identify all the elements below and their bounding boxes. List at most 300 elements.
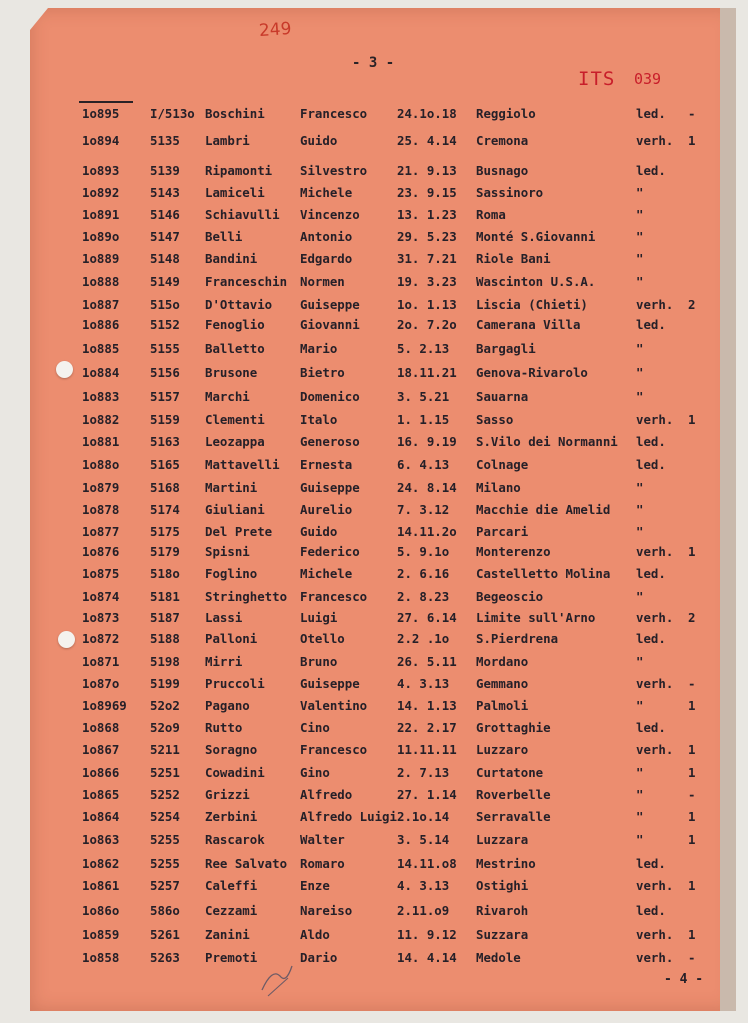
table-row — [0, 765, 748, 785]
record-status: verh. — [636, 927, 674, 942]
record-first-name: Mario — [300, 341, 338, 356]
record-surname: Mirri — [205, 654, 243, 669]
record-status: " — [636, 654, 644, 669]
record-status: verh. — [636, 950, 674, 965]
record-number: 1o885 — [82, 341, 120, 356]
record-birth-date: 27. 1.14 — [397, 787, 457, 802]
record-ref: 5198 — [150, 654, 180, 669]
record-surname: Schiavulli — [205, 207, 280, 222]
record-birth-place: Suzzara — [476, 927, 529, 942]
record-birth-place: Mestrino — [476, 856, 536, 871]
record-status: " — [636, 229, 644, 244]
record-first-name: Alfredo Luigi — [300, 809, 397, 824]
record-birth-place: Palmoli — [476, 698, 529, 713]
record-birth-place: Sasso — [476, 412, 514, 427]
record-ref: 5251 — [150, 765, 180, 780]
record-first-name: Walter — [300, 832, 345, 847]
record-birth-place: Genova-Rivarolo — [476, 365, 588, 380]
record-surname: Lambri — [205, 133, 250, 148]
record-count: 1 — [688, 832, 696, 847]
record-first-name: Guiseppe — [300, 480, 360, 495]
table-row — [0, 698, 748, 718]
page-marker: - 3 - — [352, 55, 395, 71]
record-status: " — [636, 809, 644, 824]
record-surname: Stringhetto — [205, 589, 288, 604]
record-birth-place: Monterenzo — [476, 544, 551, 559]
table-row — [0, 297, 748, 317]
record-status: led. — [636, 856, 666, 871]
record-first-name: Antonio — [300, 229, 353, 244]
record-first-name: Guido — [300, 524, 338, 539]
record-ref: 5165 — [150, 457, 180, 472]
record-number: 1o878 — [82, 502, 120, 517]
table-row — [0, 742, 748, 762]
record-number: 1o888 — [82, 274, 120, 289]
record-first-name: Guiseppe — [300, 676, 360, 691]
record-number: 1o879 — [82, 480, 120, 495]
record-birth-date: 31. 7.21 — [397, 251, 457, 266]
record-birth-date: 2.1o.14 — [397, 809, 450, 824]
record-surname: Lamiceli — [205, 185, 265, 200]
pencil-mark — [258, 958, 296, 998]
record-birth-date: 1o. 1.13 — [397, 297, 457, 312]
record-birth-place: Cremona — [476, 133, 529, 148]
record-surname: Caleffi — [205, 878, 258, 893]
record-surname: Ripamonti — [205, 163, 273, 178]
record-birth-place: Luzzara — [476, 832, 529, 847]
record-birth-place: Macchie die Amelid — [476, 502, 611, 517]
record-number: 1o86o — [82, 903, 120, 918]
record-surname: Martini — [205, 480, 258, 495]
table-row — [0, 903, 748, 923]
record-count: 1 — [688, 698, 696, 713]
record-first-name: Francesco — [300, 106, 368, 121]
record-count: - — [688, 787, 696, 802]
record-number: 1o886 — [82, 317, 120, 332]
record-ref: 5199 — [150, 676, 180, 691]
record-birth-date: 2. 7.13 — [397, 765, 450, 780]
record-birth-place: Monté S.Giovanni — [476, 229, 596, 244]
record-first-name: Dario — [300, 950, 338, 965]
table-row — [0, 809, 748, 829]
record-surname: Brusone — [205, 365, 258, 380]
record-birth-date: 23. 9.15 — [397, 185, 457, 200]
record-birth-place: Riole Bani — [476, 251, 551, 266]
record-surname: Clementi — [205, 412, 265, 427]
record-first-name: Francesco — [300, 742, 368, 757]
record-first-name: Ernesta — [300, 457, 353, 472]
record-ref: 5155 — [150, 341, 180, 356]
record-birth-date: 29. 5.23 — [397, 229, 457, 244]
record-count: 1 — [688, 412, 696, 427]
record-birth-place: Sauarna — [476, 389, 529, 404]
record-birth-date: 5. 9.1o — [397, 544, 450, 559]
record-surname: Lassi — [205, 610, 243, 625]
record-first-name: Otello — [300, 631, 345, 646]
record-number: 1o865 — [82, 787, 120, 802]
record-birth-place: Colnage — [476, 457, 529, 472]
record-count: 1 — [688, 809, 696, 824]
record-birth-place: Roverbelle — [476, 787, 551, 802]
record-birth-place: Liscia (Chieti) — [476, 297, 588, 312]
record-ref: 5135 — [150, 133, 180, 148]
table-row — [0, 654, 748, 674]
record-birth-place: Rivaroh — [476, 903, 529, 918]
record-number: 1o883 — [82, 389, 120, 404]
record-first-name: Generoso — [300, 434, 360, 449]
record-ref: 5174 — [150, 502, 180, 517]
record-birth-date: 26. 5.11 — [397, 654, 457, 669]
record-birth-date: 22. 2.17 — [397, 720, 457, 735]
record-surname: Premoti — [205, 950, 258, 965]
record-count: 1 — [688, 544, 696, 559]
record-birth-date: 7. 3.12 — [397, 502, 450, 517]
record-first-name: Bietro — [300, 365, 345, 380]
record-count: 1 — [688, 133, 696, 148]
record-status: verh. — [636, 133, 674, 148]
record-birth-place: Limite sull'Arno — [476, 610, 596, 625]
table-row — [0, 434, 748, 454]
record-ref: 5179 — [150, 544, 180, 559]
record-surname: Del Prete — [205, 524, 273, 539]
table-row — [0, 412, 748, 432]
record-status: " — [636, 274, 644, 289]
record-number: 1o884 — [82, 365, 120, 380]
record-number: 1o858 — [82, 950, 120, 965]
table-row — [0, 341, 748, 361]
record-birth-place: Castelletto Molina — [476, 566, 611, 581]
record-surname: Bandini — [205, 251, 258, 266]
record-first-name: Romaro — [300, 856, 345, 871]
record-status: led. — [636, 903, 666, 918]
record-birth-place: Parcari — [476, 524, 529, 539]
record-birth-date: 11.11.11 — [397, 742, 457, 757]
table-row — [0, 631, 748, 651]
record-ref: 5156 — [150, 365, 180, 380]
record-birth-date: 11. 9.12 — [397, 927, 457, 942]
record-surname: D'Ottavio — [205, 297, 273, 312]
record-status: verh. — [636, 412, 674, 427]
record-birth-date: 14.11.2o — [397, 524, 457, 539]
record-number: 1o859 — [82, 927, 120, 942]
record-surname: Franceschin — [205, 274, 288, 289]
record-number: 1o864 — [82, 809, 120, 824]
record-birth-place: Curtatone — [476, 765, 544, 780]
record-birth-place: Serravalle — [476, 809, 551, 824]
record-count: - — [688, 676, 696, 691]
record-ref: 5159 — [150, 412, 180, 427]
record-count: 1 — [688, 878, 696, 893]
table-row — [0, 207, 748, 227]
record-birth-place: Ostighi — [476, 878, 529, 893]
record-birth-place: Medole — [476, 950, 521, 965]
record-ref: 5255 — [150, 832, 180, 847]
record-first-name: Domenico — [300, 389, 360, 404]
record-birth-place: Wascinton U.S.A. — [476, 274, 596, 289]
record-ref: 5255 — [150, 856, 180, 871]
record-number: 1o887 — [82, 297, 120, 312]
record-number: 1o881 — [82, 434, 120, 449]
record-birth-date: 6. 4.13 — [397, 457, 450, 472]
record-ref: 5149 — [150, 274, 180, 289]
record-surname: Pagano — [205, 698, 250, 713]
record-status: " — [636, 251, 644, 266]
record-number: 1o874 — [82, 589, 120, 604]
record-birth-date: 14. 1.13 — [397, 698, 457, 713]
record-status: " — [636, 207, 644, 222]
record-surname: Foglino — [205, 566, 258, 581]
record-surname: Belli — [205, 229, 243, 244]
table-row — [0, 274, 748, 294]
record-count: 2 — [688, 610, 696, 625]
record-status: led. — [636, 457, 666, 472]
record-status: " — [636, 589, 644, 604]
record-status: verh. — [636, 610, 674, 625]
record-status: verh. — [636, 676, 674, 691]
record-birth-date: 1. 1.15 — [397, 412, 450, 427]
record-surname: Balletto — [205, 341, 265, 356]
record-ref: 52o9 — [150, 720, 180, 735]
record-surname: Spisni — [205, 544, 250, 559]
punch-hole — [56, 361, 73, 378]
table-row — [0, 720, 748, 740]
record-birth-place: Begeoscio — [476, 589, 544, 604]
table-row — [0, 389, 748, 409]
record-birth-date: 24.1o.18 — [397, 106, 457, 121]
record-birth-date: 14. 4.14 — [397, 950, 457, 965]
record-surname: Rutto — [205, 720, 243, 735]
table-row — [0, 878, 748, 898]
record-count: - — [688, 950, 696, 965]
table-row — [0, 610, 748, 630]
record-status: verh. — [636, 544, 674, 559]
record-number: 1o875 — [82, 566, 120, 581]
record-first-name: Aldo — [300, 927, 330, 942]
record-first-name: Enze — [300, 878, 330, 893]
record-birth-date: 2. 8.23 — [397, 589, 450, 604]
record-ref: 5257 — [150, 878, 180, 893]
record-ref: 5148 — [150, 251, 180, 266]
record-status: " — [636, 765, 644, 780]
record-surname: Cowadini — [205, 765, 265, 780]
record-birth-date: 5. 2.13 — [397, 341, 450, 356]
record-number: 1o868 — [82, 720, 120, 735]
record-birth-date: 3. 5.21 — [397, 389, 450, 404]
record-number: 1o89o — [82, 229, 120, 244]
record-status: led. — [636, 163, 666, 178]
record-ref: 586o — [150, 903, 180, 918]
record-birth-date: 25. 4.14 — [397, 133, 457, 148]
record-birth-date: 24. 8.14 — [397, 480, 457, 495]
record-first-name: Vincenzo — [300, 207, 360, 222]
record-birth-date: 2.11.o9 — [397, 903, 450, 918]
record-number: 1o894 — [82, 133, 120, 148]
record-first-name: Normen — [300, 274, 345, 289]
record-first-name: Guido — [300, 133, 338, 148]
record-birth-date: 16. 9.19 — [397, 434, 457, 449]
table-row — [0, 524, 748, 544]
record-birth-place: Mordano — [476, 654, 529, 669]
record-status: " — [636, 389, 644, 404]
table-row — [0, 566, 748, 586]
record-surname: Mattavelli — [205, 457, 280, 472]
record-birth-date: 21. 9.13 — [397, 163, 457, 178]
table-row — [0, 589, 748, 609]
record-status: " — [636, 698, 644, 713]
record-ref: 52o2 — [150, 698, 180, 713]
record-status: " — [636, 341, 644, 356]
record-surname: Cezzami — [205, 903, 258, 918]
record-first-name: Alfredo — [300, 787, 353, 802]
next-page-marker: - 4 - — [664, 972, 704, 987]
record-status: verh. — [636, 742, 674, 757]
table-row — [0, 365, 748, 385]
record-first-name: Guiseppe — [300, 297, 360, 312]
record-number: 1o872 — [82, 631, 120, 646]
table-row — [0, 317, 748, 337]
table-row — [0, 832, 748, 852]
record-status: verh. — [636, 297, 674, 312]
record-number: 1o866 — [82, 765, 120, 780]
record-first-name: Luigi — [300, 610, 338, 625]
record-birth-place: Milano — [476, 480, 521, 495]
table-row — [0, 502, 748, 522]
record-ref: 5168 — [150, 480, 180, 495]
record-first-name: Cino — [300, 720, 330, 735]
record-surname: Palloni — [205, 631, 258, 646]
record-birth-date: 14.11.o8 — [397, 856, 457, 871]
record-birth-place: Sassinoro — [476, 185, 544, 200]
record-first-name: Silvestro — [300, 163, 368, 178]
record-surname: Zanini — [205, 927, 250, 942]
record-first-name: Bruno — [300, 654, 338, 669]
table-row — [0, 106, 748, 126]
record-count: 1 — [688, 927, 696, 942]
record-number: 1o882 — [82, 412, 120, 427]
record-ref: 5139 — [150, 163, 180, 178]
record-count: 1 — [688, 765, 696, 780]
record-count: 2 — [688, 297, 696, 312]
record-status: " — [636, 502, 644, 517]
record-number: 1o895 — [82, 106, 120, 121]
table-row — [0, 457, 748, 477]
table-row — [0, 251, 748, 271]
record-first-name: Aurelio — [300, 502, 353, 517]
record-first-name: Michele — [300, 566, 353, 581]
record-ref: I/513o — [150, 106, 195, 121]
record-birth-date: 27. 6.14 — [397, 610, 457, 625]
record-ref: 5254 — [150, 809, 180, 824]
table-row — [0, 950, 748, 970]
record-number: 1o891 — [82, 207, 120, 222]
record-birth-place: S.Pierdrena — [476, 631, 559, 646]
its-stamp-code: ITS — [578, 68, 616, 90]
record-number: 1o862 — [82, 856, 120, 871]
record-birth-place: Busnago — [476, 163, 529, 178]
handwritten-page-number: 249 — [258, 18, 293, 42]
record-number: 1o861 — [82, 878, 120, 893]
record-status: led. — [636, 720, 666, 735]
record-ref: 5187 — [150, 610, 180, 625]
record-surname: Marchi — [205, 389, 250, 404]
record-ref: 5147 — [150, 229, 180, 244]
record-number: 1o867 — [82, 742, 120, 757]
record-surname: Leozappa — [205, 434, 265, 449]
record-number: 1o8969 — [82, 698, 127, 713]
record-status: led. — [636, 317, 666, 332]
table-row — [0, 927, 748, 947]
record-birth-date: 2o. 7.2o — [397, 317, 457, 332]
table-row — [0, 787, 748, 807]
record-birth-place: Bargagli — [476, 341, 536, 356]
record-first-name: Federico — [300, 544, 360, 559]
table-row — [0, 133, 748, 153]
table-row — [0, 856, 748, 876]
punch-hole — [58, 631, 75, 648]
record-status: verh. — [636, 878, 674, 893]
record-ref: 515o — [150, 297, 180, 312]
record-count: 1 — [688, 742, 696, 757]
record-ref: 5181 — [150, 589, 180, 604]
record-birth-date: 19. 3.23 — [397, 274, 457, 289]
record-birth-date: 3. 5.14 — [397, 832, 450, 847]
record-status: " — [636, 185, 644, 200]
record-first-name: Italo — [300, 412, 338, 427]
record-birth-date: 4. 3.13 — [397, 676, 450, 691]
record-surname: Rascarok — [205, 832, 265, 847]
record-number: 1o892 — [82, 185, 120, 200]
record-status: led. — [636, 106, 666, 121]
record-ref: 5188 — [150, 631, 180, 646]
record-birth-place: Camerana Villa — [476, 317, 581, 332]
record-birth-place: Roma — [476, 207, 506, 222]
record-ref: 5252 — [150, 787, 180, 802]
record-surname: Boschini — [205, 106, 265, 121]
record-first-name: Francesco — [300, 589, 368, 604]
record-birth-place: S.Vilo dei Normanni — [476, 434, 618, 449]
record-birth-date: 18.11.21 — [397, 365, 457, 380]
record-status: " — [636, 365, 644, 380]
record-number: 1o87o — [82, 676, 120, 691]
record-birth-date: 13. 1.23 — [397, 207, 457, 222]
record-surname: Zerbini — [205, 809, 258, 824]
record-ref: 5163 — [150, 434, 180, 449]
record-ref: 5261 — [150, 927, 180, 942]
record-status: led. — [636, 631, 666, 646]
record-number: 1o877 — [82, 524, 120, 539]
header-underline — [79, 101, 133, 103]
record-first-name: Gino — [300, 765, 330, 780]
record-number: 1o863 — [82, 832, 120, 847]
record-number: 1o873 — [82, 610, 120, 625]
record-ref: 5175 — [150, 524, 180, 539]
record-birth-place: Reggiolo — [476, 106, 536, 121]
record-ref: 5146 — [150, 207, 180, 222]
record-status: " — [636, 787, 644, 802]
record-surname: Soragno — [205, 742, 258, 757]
record-birth-place: Luzzaro — [476, 742, 529, 757]
record-status: led. — [636, 566, 666, 581]
record-first-name: Edgardo — [300, 251, 353, 266]
record-surname: Pruccoli — [205, 676, 265, 691]
record-birth-place: Grottaghie — [476, 720, 551, 735]
table-row — [0, 229, 748, 249]
record-birth-date: 2. 6.16 — [397, 566, 450, 581]
record-surname: Grizzi — [205, 787, 250, 802]
record-ref: 518o — [150, 566, 180, 581]
record-status: " — [636, 524, 644, 539]
record-status: " — [636, 832, 644, 847]
